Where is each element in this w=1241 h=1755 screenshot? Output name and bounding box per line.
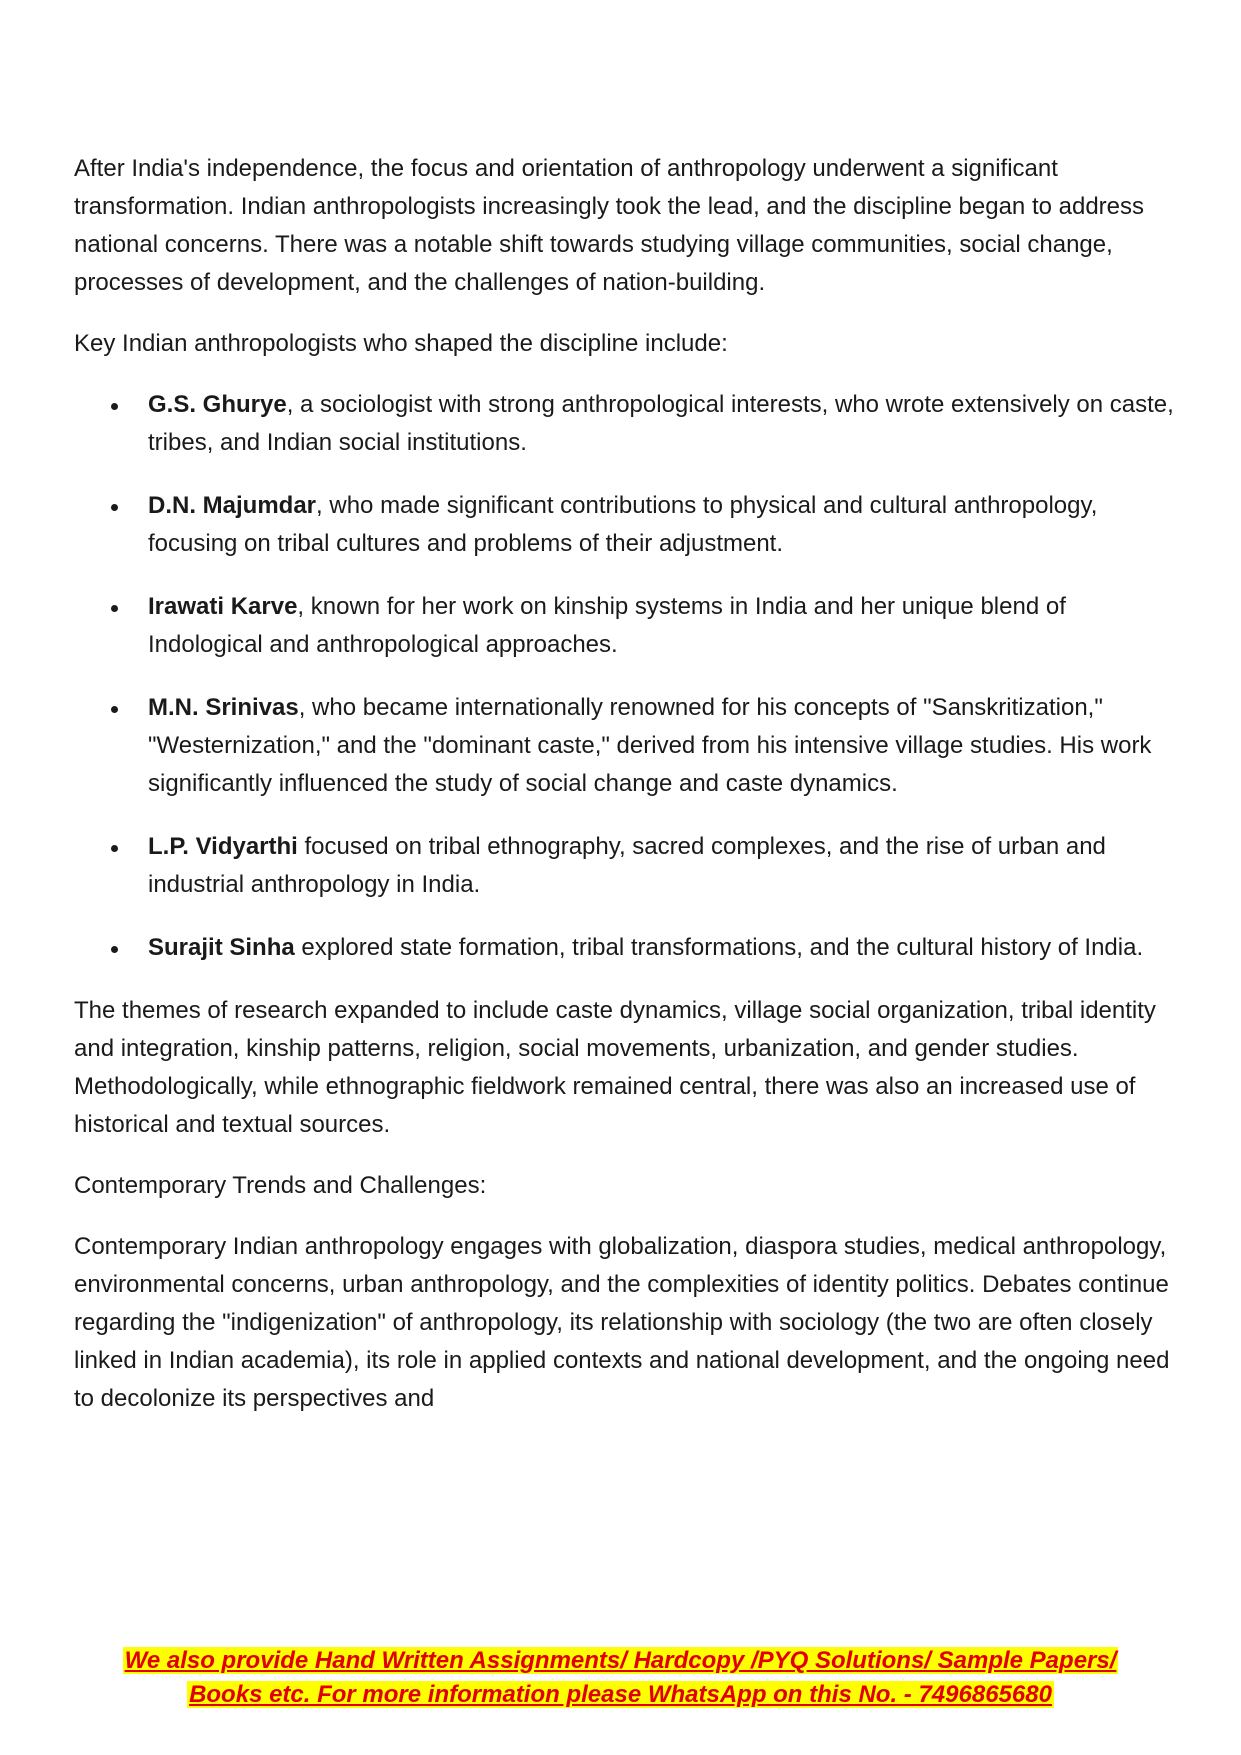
anthropologist-name: L.P. Vidyarthi: [148, 833, 298, 860]
bullet-icon: [111, 504, 118, 511]
anthropologist-name: Irawati Karve: [148, 593, 298, 620]
list-item: [74, 828, 1176, 904]
anthropologist-list: [74, 386, 1176, 967]
themes-paragraph: The themes of research expanded to include caste dynamics, village social organization, tribal identity and integration, kinship patterns, religion, social movements, urbanization, and gender studies. Methodologically, while ethnographic fieldwork remained central, there was also an increased use of historical and textual sources.: [74, 997, 1156, 1138]
bullet-icon: [111, 605, 118, 612]
list-item: [74, 487, 1176, 563]
bullet-icon: [111, 946, 118, 953]
anthropologist-description: explored state formation, tribal transformations, and the cultural history of India.: [294, 934, 1144, 961]
anthropologist-description: , who made significant contributions to physical and cultural anthropology, focusing on tribal cultures and problems of their adjustment.: [148, 492, 1098, 557]
anthropologist-name: Surajit Sinha: [148, 934, 295, 961]
anthropologist-description: , known for her work on kinship systems in India and her unique blend of Indological and anthropological approaches.: [148, 593, 1066, 658]
promo-footer: [0, 1644, 1241, 1712]
anthropologist-name: G.S. Ghurye: [148, 391, 287, 418]
list-item: [74, 386, 1176, 462]
list-item: [74, 929, 1176, 967]
promo-line-2: Books etc. For more information please WhatsApp on this No. - 7496865680: [189, 1681, 1052, 1708]
key-anthropologists-heading: Key Indian anthropologists who shaped the discipline include:: [74, 330, 728, 357]
anthropologist-description: , who became internationally renowned for his concepts of "Sanskritization," "Westernization," and the "dominant caste," derived from his intensive village studies. His work significantly influenced the study of social change and caste dynamics.: [148, 694, 1152, 797]
promo-line-1: We also provide Hand Written Assignments/ Hardcopy /PYQ Solutions/ Sample Papers/: [124, 1647, 1117, 1674]
contemporary-heading: Contemporary Trends and Challenges:: [74, 1172, 487, 1199]
bullet-icon: [111, 403, 118, 410]
anthropologist-description: focused on tribal ethnography, sacred complexes, and the rise of urban and industrial anthropology in India.: [148, 833, 1106, 898]
anthropologist-description: , a sociologist with strong anthropological interests, who wrote extensively on caste, tribes, and Indian social institutions.: [148, 391, 1174, 456]
list-item: [74, 689, 1176, 803]
bullet-icon: [111, 845, 118, 852]
bullet-icon: [111, 706, 118, 713]
document-body: [74, 150, 1176, 1441]
list-item: [74, 588, 1176, 664]
anthropologist-name: M.N. Srinivas: [148, 694, 299, 721]
intro-paragraph: After India's independence, the focus and orientation of anthropology underwent a significant transformation. Indian anthropologists increasingly took the lead, and the discipline began to address national concerns. There was a notable shift towards studying village communities, social change, processes of development, and the challenges of nation-building.: [74, 155, 1145, 296]
contemporary-paragraph: Contemporary Indian anthropology engages with globalization, diaspora studies, medical anthropology, environmental concerns, urban anthropology, and the complexities of identity politics. Debates continue regarding the "indigenization" of anthropology, its relationship with sociology (the two are often closely linked in Indian academia), its role in applied contexts and national development, and the ongoing need to decolonize its perspectives and: [74, 1233, 1170, 1412]
anthropologist-name: D.N. Majumdar: [148, 492, 317, 519]
